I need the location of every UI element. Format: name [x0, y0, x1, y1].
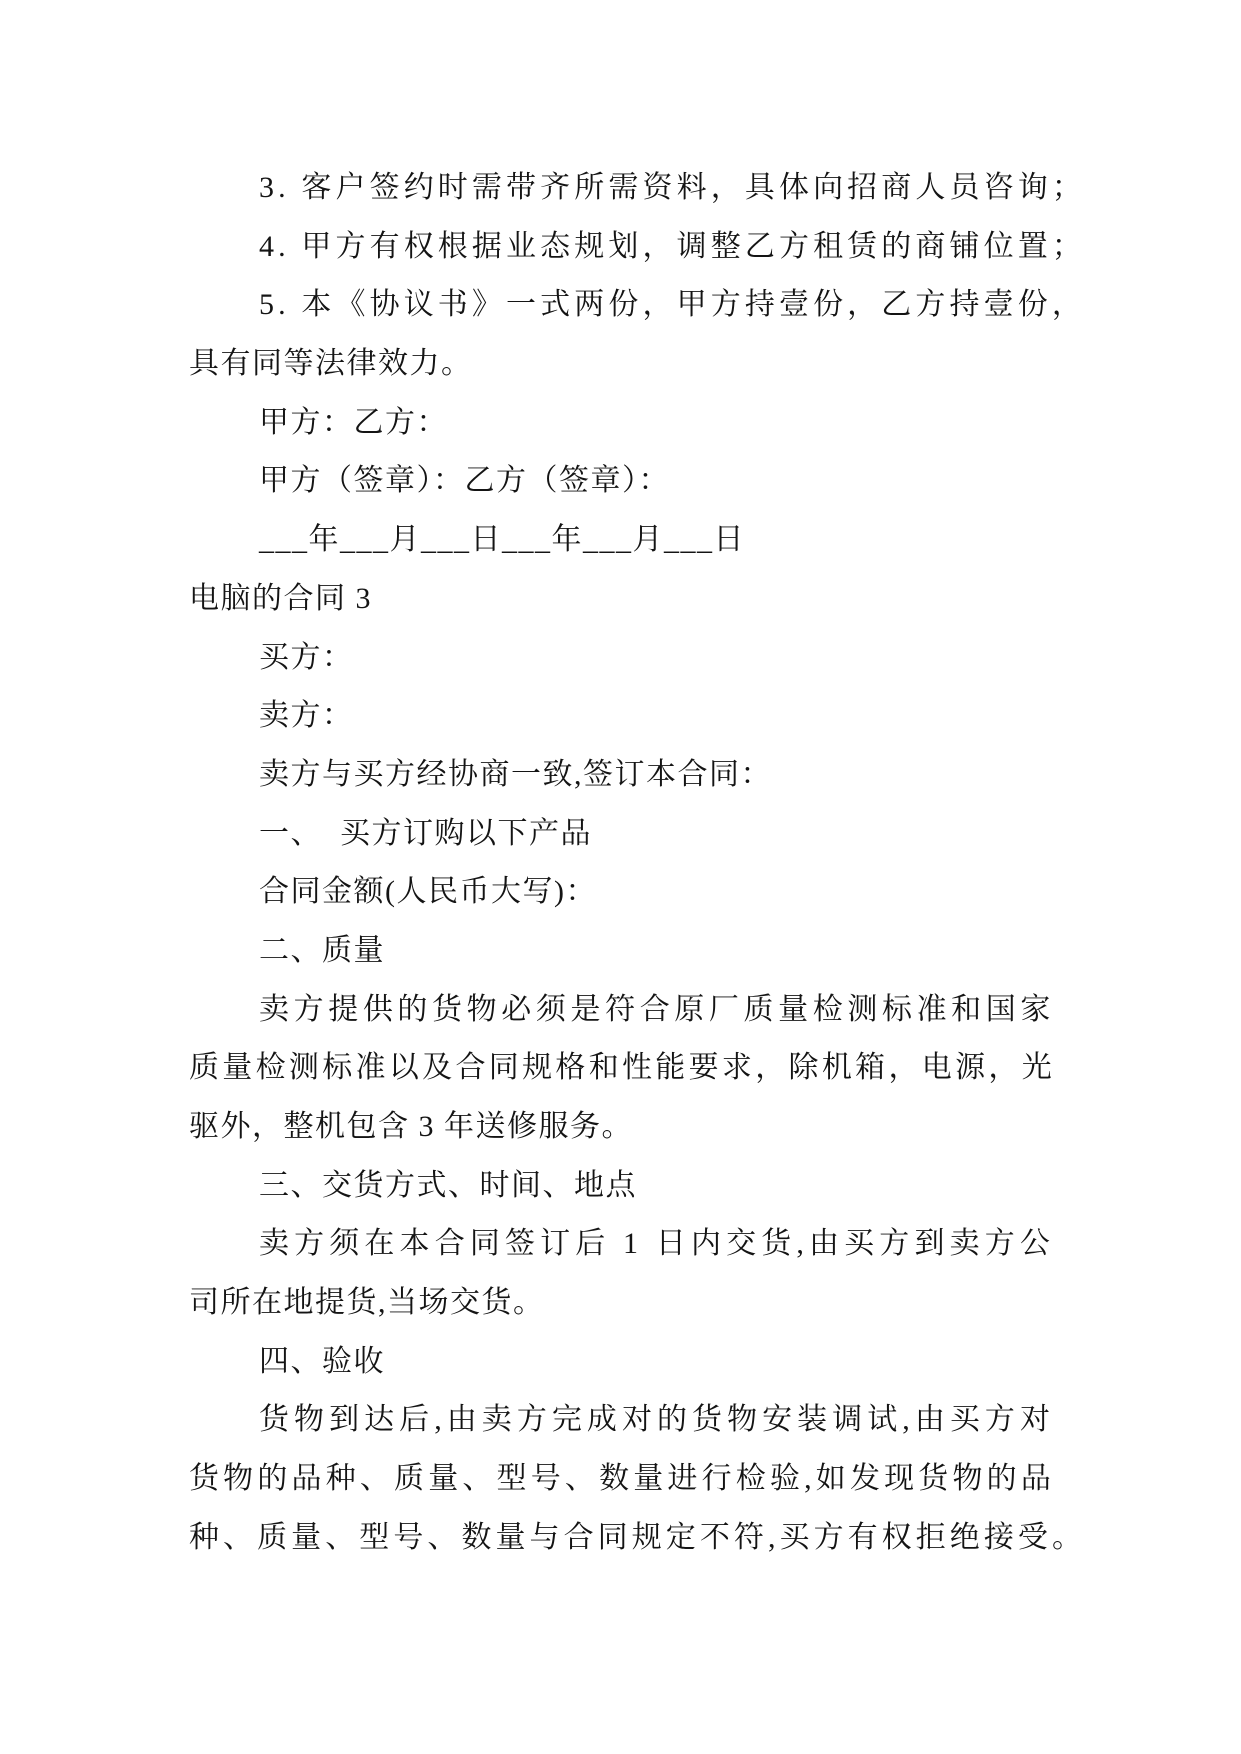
section-body-line: 质量检测标准以及合同规格和性能要求，除机箱，电源，光 — [189, 1051, 1056, 1085]
section-order — [189, 805, 1055, 922]
section-body-line: 合同金额(人民币大写)： — [259, 875, 597, 909]
computer-contract — [189, 570, 1087, 1568]
section-quality — [189, 922, 1055, 1157]
section-heading: 二、质量 — [259, 933, 385, 967]
date-line: ___年___月___日___年___月___日 — [259, 523, 745, 557]
seals-line: 甲方（签章）：乙方（签章）： — [259, 464, 670, 498]
parties-line: 甲方：乙方： — [259, 405, 448, 439]
section-heading: 四、验收 — [259, 1344, 385, 1378]
clause-line: 5. 本《协议书》一式两份，甲方持壹份，乙方持壹份， — [259, 288, 1086, 322]
contract-preamble: 卖方与买方经协商一致,签订本合同： — [259, 757, 772, 791]
section-heading: 三、交货方式、时间、地点 — [259, 1168, 637, 1202]
section-body-line: 卖方须在本合同签订后 1 日内交货,由买方到卖方公 — [259, 1227, 1055, 1261]
seller-field: 卖方： — [259, 699, 354, 733]
clause-3 — [189, 159, 1086, 218]
section-acceptance — [189, 1333, 1087, 1568]
contract-title: 电脑的合同 3 — [189, 581, 372, 615]
clause-line: 4. 甲方有权根据业态规划，调整乙方租赁的商铺位置； — [259, 229, 1086, 263]
buyer-field: 买方： — [259, 640, 354, 674]
section-body-line: 卖方提供的货物必须是符合原厂质量检测标准和国家 — [259, 992, 1056, 1026]
section-body-line: 货物的品种、质量、型号、数量进行检验,如发现货物的品 — [189, 1462, 1055, 1496]
clause-5 — [189, 276, 1086, 393]
section-body-line: 种、质量、型号、数量与合同规定不符,买方有权拒绝接受。 — [189, 1520, 1087, 1554]
agreement-tail — [189, 159, 1086, 570]
section-delivery — [189, 1157, 1055, 1333]
section-body-line: 驱外，整机包含 3 年送修服务。 — [189, 1110, 633, 1143]
section-body-line: 司所在地提货,当场交货。 — [189, 1286, 545, 1320]
document-body — [189, 159, 1087, 1568]
section-body-line: 货物到达后,由卖方完成对的货物安装调试,由买方对 — [259, 1403, 1056, 1437]
clause-4 — [189, 218, 1086, 277]
clause-line: 具有同等法律效力。 — [189, 347, 473, 381]
clause-line: 3. 客户签约时需带齐所需资料，具体向招商人员咨询； — [259, 171, 1086, 204]
section-heading: 一、 买方订购以下产品 — [259, 816, 592, 850]
